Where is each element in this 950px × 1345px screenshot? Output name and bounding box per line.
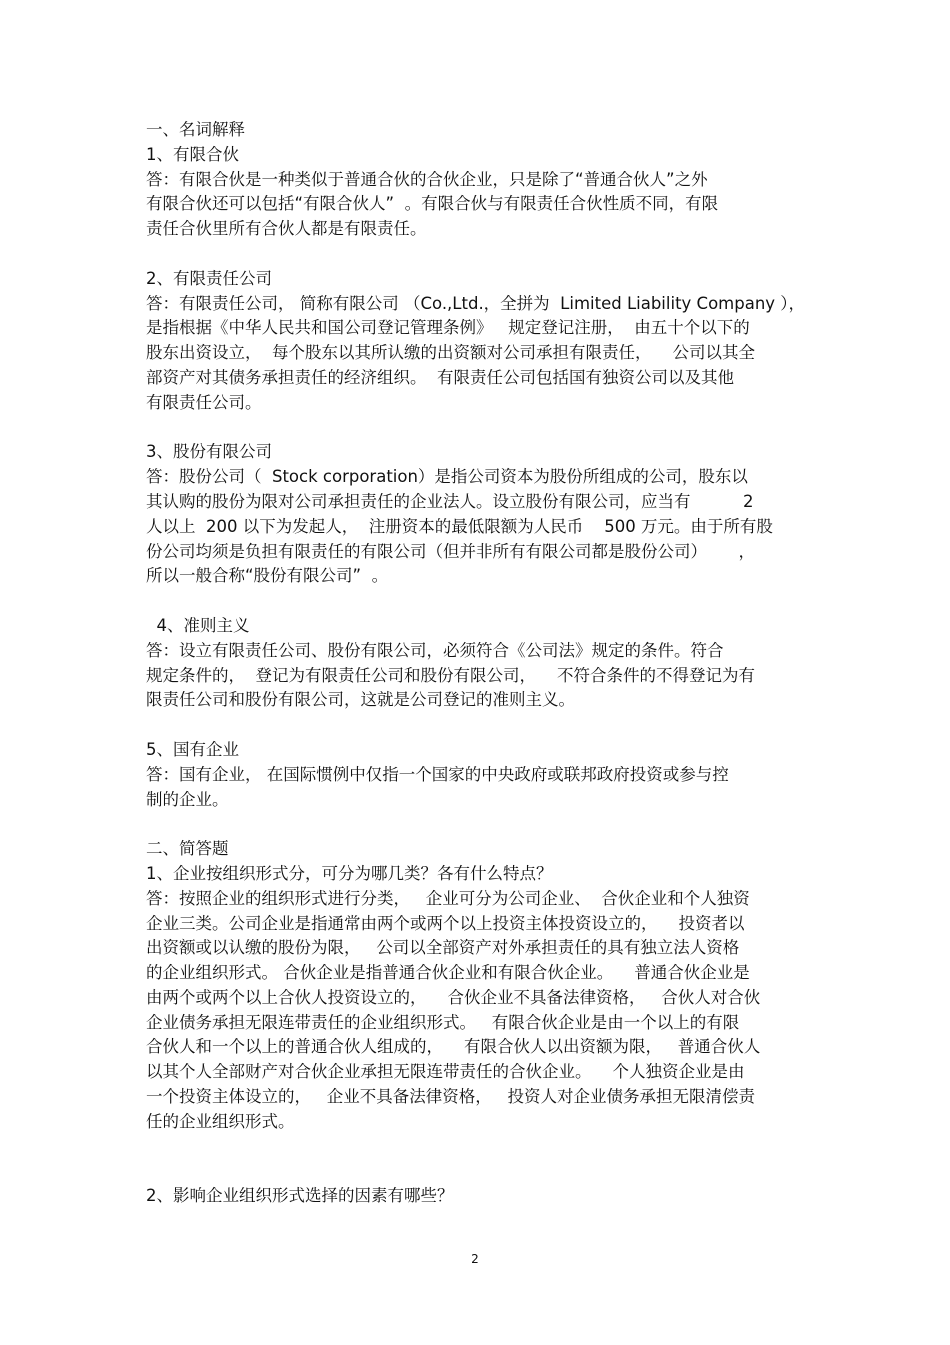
answer-line: 答：有限责任公司， 简称有限公司 （Co.,Ltd.，全拼为 Limited Liability Company ），	[146, 293, 806, 313]
answer-line: 答：有限合伙是一种类似于普通合伙的合伙企业，只是除了“普通合伙人”之外	[146, 169, 708, 189]
answer-line: 答：按照企业的组织形式进行分类， 企业可分为公司企业、 合伙企业和个人独资	[146, 888, 750, 908]
term-title: 3、股份有限公司	[146, 442, 272, 462]
term-title: 1、有限合伙	[146, 144, 239, 164]
answer-line: 一个投资主体设立的， 企业不具备法律资格， 投资人对企业债务承担无限清偿责	[146, 1087, 755, 1107]
answer-line: 由两个或两个以上合伙人投资设立的， 合伙企业不具备法律资格， 合伙人对合伙	[146, 987, 761, 1007]
question-title: 1、企业按组织形式分，可分为哪几类？各有什么特点？	[146, 863, 553, 883]
answer-line: 责任合伙里所有合伙人都是有限责任。	[146, 219, 427, 239]
answer-line: 限责任公司和股份有限公司，这就是公司登记的准则主义。	[146, 690, 575, 710]
answer-line: 其认购的股份为限对公司承担责任的企业法人。设立股份有限公司，应当有 2	[146, 491, 754, 511]
answer-line: 所以一般合称“股份有限公司” 。	[146, 566, 389, 586]
term-title: 5、国有企业	[146, 739, 239, 759]
answer-line: 部资产对其债务承担责任的经济组织。 有限责任公司包括国有独资公司以及其他	[146, 367, 734, 387]
answer-line: 是指根据《中华人民共和国公司登记管理条例》 规定登记注册， 由五十个以下的	[146, 318, 750, 338]
section-heading: 二、简答题	[146, 839, 229, 859]
answer-line: 有限合伙还可以包括“有限合伙人” 。有限合伙与有限责任合伙性质不同，有限	[146, 194, 719, 214]
answer-line: 企业债务承担无限连带责任的企业组织形式。 有限合伙企业是由一个以上的有限	[146, 1012, 740, 1032]
answer-line: 合伙人和一个以上的普通合伙人组成的， 有限合伙人以出资额为限， 普通合伙人	[146, 1037, 761, 1057]
answer-line: 答：国有企业， 在国际惯例中仅指一个国家的中央政府或联邦政府投资或参与控	[146, 764, 729, 784]
answer-line: 份公司均须是负担有限责任的有限公司（但并非所有有限公司都是股份公司） ，	[146, 541, 755, 561]
answer-line: 制的企业。	[146, 789, 229, 809]
answer-line: 出资额或以认缴的股份为限， 公司以全部资产对外承担责任的具有独立法人资格	[146, 938, 740, 958]
answer-line: 答：股份公司（ Stock corporation）是指公司资本为股份所组成的公司，股东以	[146, 467, 748, 487]
answer-line: 企业三类。公司企业是指通常由两个或两个以上投资主体投资设立的， 投资者以	[146, 913, 745, 933]
answer-line: 人以上 200 以下为发起人， 注册资本的最低限额为人民币 500 万元。由于所有股	[146, 516, 773, 536]
answer-line: 的企业组织形式。 合伙企业是指普通合伙企业和有限合伙企业。 普通合伙企业是	[146, 963, 750, 983]
question-title: 2、影响企业组织形式选择的因素有哪些？	[146, 1186, 454, 1206]
answer-line: 以其个人全部财产对合伙企业承担无限连带责任的合伙企业。 个人独资企业是由	[146, 1062, 745, 1082]
document-body	[146, 118, 816, 1209]
page-number: 2	[471, 1252, 479, 1266]
answer-line: 规定条件的， 登记为有限责任公司和股份有限公司， 不符合条件的不得登记为有	[146, 665, 755, 685]
answer-line: 股东出资设立， 每个股东以其所认缴的出资额对公司承担有限责任， 公司以其全	[146, 343, 755, 363]
answer-line: 任的企业组织形式。	[146, 1111, 295, 1131]
section-heading: 一、名词解释	[146, 120, 245, 139]
answer-line: 答：设立有限责任公司、股份有限公司，必须符合《公司法》规定的条件。符合	[146, 640, 724, 660]
term-title: 4、准则主义	[146, 615, 250, 635]
term-title: 2、有限责任公司	[146, 268, 272, 288]
answer-line: 有限责任公司。	[146, 392, 262, 412]
